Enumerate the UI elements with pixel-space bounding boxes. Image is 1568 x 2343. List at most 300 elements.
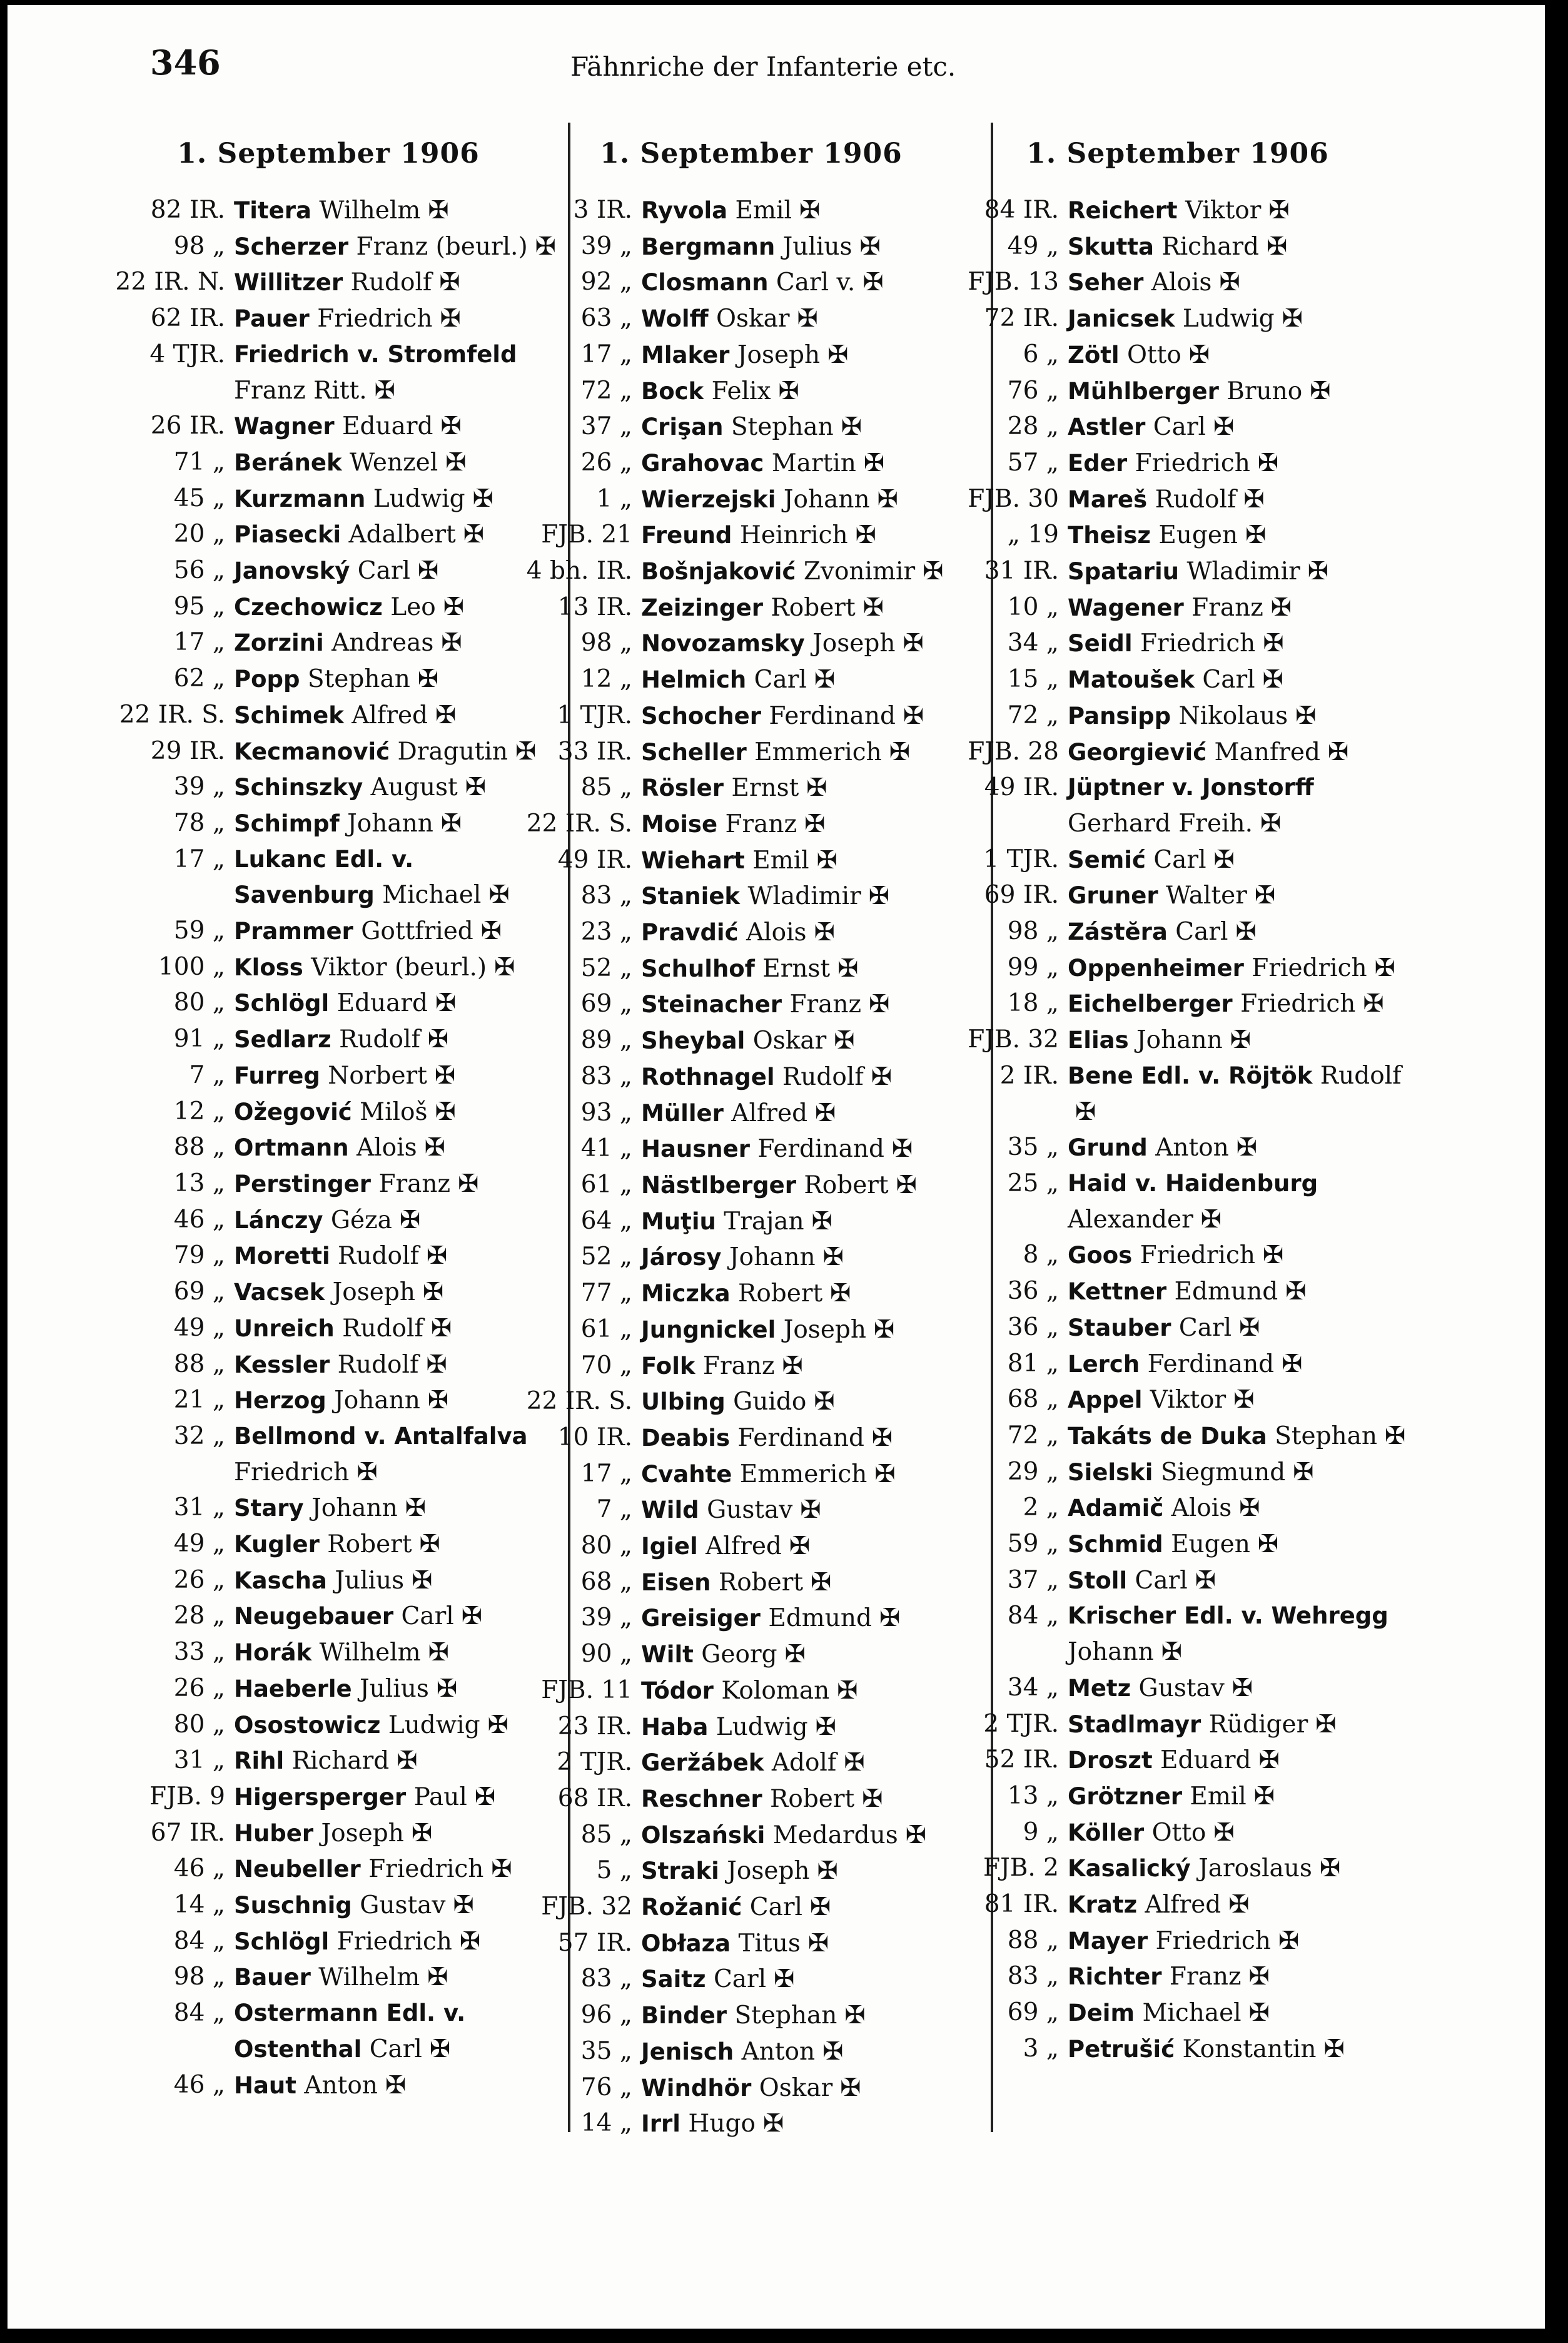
given-name: Rüdiger (1208, 1710, 1308, 1739)
officer-name (632, 1312, 979, 1348)
officer-name (1059, 1022, 1406, 1059)
regiment-label: 29 IR. (150, 736, 225, 765)
surname: Grötzner (1068, 1782, 1182, 1810)
cross-icon: ✠ (811, 1206, 833, 1236)
regiment-label: 22 IR. S. (526, 1387, 632, 1416)
cross-icon: ✠ (784, 1640, 806, 1669)
list-item (523, 1781, 979, 1817)
list-item (949, 1923, 1406, 1959)
list-item (100, 337, 557, 409)
officer-name (1059, 265, 1406, 301)
given-name: Bruno (1227, 377, 1303, 405)
surname: Reschner (641, 1785, 762, 1812)
regiment-label: 46 „ (173, 2070, 225, 2099)
list-item (523, 482, 979, 518)
officer-name (1059, 1130, 1406, 1166)
cross-icon: ✠ (399, 1205, 421, 1234)
officer-name (225, 842, 557, 913)
cross-icon: ✠ (491, 1854, 512, 1884)
list-item (949, 1959, 1406, 1995)
regiment-label: 95 „ (173, 592, 225, 621)
officer-name (225, 1311, 557, 1347)
list-item (523, 374, 979, 410)
given-name: Norbert (328, 1061, 427, 1090)
cross-icon: ✠ (397, 1746, 418, 1776)
list-item (100, 1851, 557, 1888)
officer-name (1059, 1815, 1406, 1851)
cross-icon: ✠ (844, 1748, 865, 1777)
officer-name (225, 265, 557, 301)
cross-icon: ✠ (762, 2109, 784, 2138)
officer-name (225, 1924, 557, 1960)
cross-icon: ✠ (799, 196, 821, 225)
surname: Appel (1068, 1386, 1143, 1414)
cross-icon: ✠ (877, 484, 899, 514)
officer-name (225, 229, 557, 265)
surname: Wolff (641, 305, 709, 333)
surname: Prammer (234, 918, 353, 945)
list-item (523, 590, 979, 626)
cross-icon: ✠ (817, 1856, 839, 1886)
given-name: Joseph (737, 340, 821, 369)
list-item (100, 1635, 557, 1671)
regiment-label: 61 „ (580, 1314, 632, 1343)
regiment-label: FJB. 30 (968, 484, 1059, 513)
cross-icon: ✠ (822, 1243, 844, 1272)
list-item (523, 1998, 979, 2034)
given-name: Rudolf (1320, 1061, 1402, 1090)
officer-name (1059, 1418, 1406, 1455)
given-name: Alfred (1145, 1891, 1222, 1919)
given-name: Adolf (771, 1749, 837, 1777)
list-item (100, 1022, 557, 1058)
given-name: Stephan (731, 413, 834, 442)
surname: Schulhof (641, 955, 755, 982)
given-name: Nikolaus (1178, 701, 1288, 730)
surname: Schimpf (234, 810, 340, 837)
regiment-label: 69 IR. (984, 881, 1059, 910)
regiment-label: 64 „ (580, 1206, 632, 1235)
cross-icon: ✠ (806, 773, 827, 803)
given-name: Johann (1136, 1026, 1223, 1055)
surname: Closmann (641, 269, 769, 297)
cross-icon: ✠ (923, 557, 944, 586)
surname: Kugler (234, 1531, 320, 1558)
surname: Saitz (641, 1966, 706, 1993)
cross-icon: ✠ (896, 1170, 918, 1199)
cross-icon: ✠ (434, 1060, 456, 1090)
column-heading: 1. September 1906 (1026, 138, 1329, 170)
given-name: Friedrich (1140, 1241, 1255, 1270)
officer-name (225, 1527, 557, 1563)
list-item (949, 1887, 1406, 1923)
officer-name (632, 409, 979, 445)
surname: Igiel (641, 1533, 698, 1560)
surname: Kasalický (1068, 1855, 1191, 1883)
surname: Schinszky (234, 774, 363, 801)
given-name: Ferdinand (737, 1423, 864, 1452)
regiment-label: 83 „ (580, 1964, 632, 1993)
officer-name (632, 1889, 979, 1926)
given-name: Edmund (1174, 1278, 1278, 1306)
surname: Sedlarz (234, 1026, 331, 1054)
list-item (523, 193, 979, 229)
list-item (523, 1239, 979, 1276)
surname: Wiehart (641, 846, 745, 874)
column-1 (100, 138, 557, 2103)
list-item (100, 517, 557, 553)
given-name: Franz (702, 1351, 775, 1380)
given-name: Alfred (731, 1099, 808, 1127)
list-item (949, 1598, 1406, 1670)
surname: Kurzmann (234, 485, 366, 512)
given-name: Friedrich (1252, 953, 1367, 982)
officer-name (632, 1023, 979, 1059)
surname: Haeberle (234, 1675, 352, 1702)
surname: Titera (234, 197, 311, 224)
surname: Piasecki (234, 521, 341, 549)
regiment-label: 41 „ (580, 1134, 632, 1163)
given-name: Ludwig (373, 484, 465, 513)
cross-icon: ✠ (815, 1098, 836, 1127)
list-item (100, 1671, 557, 1707)
surname: Adamič (1068, 1495, 1164, 1522)
regiment-label: 49 „ (173, 1530, 225, 1558)
officer-name (632, 662, 979, 698)
regiment-label: FJB. 28 (968, 737, 1059, 766)
officer-name (1059, 1598, 1406, 1670)
list-item (100, 698, 557, 734)
officer-name (632, 1709, 979, 1746)
given-name: Leo (390, 592, 436, 621)
officer-name (1059, 445, 1406, 482)
surname: Kloss (234, 953, 303, 981)
given-name: Gottfried (361, 917, 473, 946)
list-item (100, 985, 557, 1022)
regiment-label: 26 „ (580, 448, 632, 477)
cross-icon: ✠ (1232, 1673, 1253, 1702)
list-item (523, 1817, 979, 1854)
officer-name (1059, 1851, 1406, 1887)
surname: Goos (1068, 1242, 1133, 1269)
given-name: Viktor (beurl.) (311, 953, 487, 982)
list-item (100, 1347, 557, 1383)
list-item (100, 734, 557, 770)
entry-list (949, 193, 1406, 2068)
regiment-label: 13 „ (1007, 1781, 1059, 1810)
list-item (949, 626, 1406, 662)
regiment-label: 18 „ (1007, 989, 1059, 1018)
regiment-label: 81 „ (1007, 1349, 1059, 1378)
given-name: Otto (1151, 1818, 1206, 1847)
document-page (8, 5, 1545, 2329)
surname: Lerch (1068, 1350, 1140, 1378)
officer-name (1059, 1707, 1406, 1743)
officer-name (225, 913, 557, 950)
cross-icon: ✠ (1260, 808, 1282, 838)
given-name: Robert (737, 1279, 823, 1308)
given-name: Rudolf (782, 1062, 864, 1091)
cross-icon: ✠ (428, 1638, 450, 1667)
given-name: Joseph (783, 1315, 866, 1344)
officer-name (1059, 1455, 1406, 1491)
regiment-label: 67 IR. (150, 1818, 225, 1847)
given-name: Wilhelm (318, 1963, 420, 1992)
given-name: Alois (1171, 1494, 1232, 1523)
list-item (949, 1995, 1406, 2031)
regiment-label: 69 „ (173, 1278, 225, 1306)
officer-name (225, 1490, 557, 1527)
list-item (100, 1130, 557, 1166)
surname: Haut (234, 2071, 296, 2099)
surname: Mayer (1068, 1927, 1148, 1954)
cross-icon: ✠ (426, 1241, 448, 1271)
cross-icon: ✠ (800, 1495, 821, 1525)
officer-name (1059, 1382, 1406, 1418)
officer-name (632, 1926, 979, 1962)
officer-name (1059, 770, 1406, 841)
regiment-label: 39 „ (173, 773, 225, 801)
given-name: Robert (804, 1171, 889, 1199)
officer-name (1059, 1742, 1406, 1779)
cross-icon: ✠ (487, 1710, 509, 1739)
officer-name (632, 590, 979, 626)
cross-icon: ✠ (443, 592, 465, 621)
officer-name (632, 806, 979, 843)
list-item (523, 301, 979, 337)
officer-name (1059, 337, 1406, 374)
list-item (949, 590, 1406, 626)
regiment-label: 88 „ (173, 1133, 225, 1162)
regiment-label: 72 „ (580, 376, 632, 405)
regiment-label: 26 „ (173, 1565, 225, 1594)
given-name: Anton (741, 2037, 816, 2066)
surname: Scheller (641, 738, 747, 766)
surname: Schlögl (234, 1928, 330, 1955)
column-heading: 1. September 1906 (600, 138, 903, 170)
officer-name (225, 1166, 557, 1202)
given-name: Medardus (772, 1821, 898, 1849)
given-name: Géza (330, 1206, 392, 1234)
given-name: Carl (401, 1602, 454, 1631)
cross-icon: ✠ (435, 1097, 457, 1126)
cross-icon: ✠ (1200, 1204, 1222, 1234)
given-name: Edmund (768, 1604, 872, 1633)
surname: Cvahte (641, 1460, 732, 1488)
officer-name (1059, 1959, 1406, 1995)
given-name: Konstantin (1182, 2035, 1317, 2063)
regiment-label: 84 „ (173, 1999, 225, 2028)
given-name: Stephan (734, 2001, 837, 2030)
cross-icon: ✠ (1219, 268, 1240, 297)
officer-name (632, 1420, 979, 1456)
officer-name (1059, 734, 1406, 771)
officer-name (1059, 229, 1406, 265)
cross-icon: ✠ (903, 701, 924, 730)
cross-icon: ✠ (418, 556, 439, 586)
surname: Zötl (1068, 341, 1120, 368)
regiment-label: 57 „ (1007, 448, 1059, 477)
given-name: Viktor (1185, 196, 1262, 225)
cross-icon: ✠ (419, 1530, 441, 1559)
given-name: Wilhelm (319, 1639, 421, 1667)
officer-name (632, 337, 979, 374)
regiment-label: 79 „ (173, 1241, 225, 1270)
given-name: Emmerich (754, 738, 882, 766)
regiment-label: 2 IR. (999, 1061, 1059, 1090)
list-item (100, 1563, 557, 1599)
cross-icon: ✠ (1248, 1962, 1270, 1991)
regiment-label: 88 „ (1007, 1926, 1059, 1954)
regiment-label: 77 „ (580, 1279, 632, 1308)
list-item (523, 1709, 979, 1746)
regiment-label: 15 „ (1007, 665, 1059, 694)
list-item (949, 337, 1406, 374)
list-item (523, 1673, 979, 1709)
given-name: Joseph (321, 1819, 404, 1847)
surname: Lukanc Edl. v. Savenburg (234, 845, 414, 909)
surname: Folk (641, 1352, 695, 1380)
given-name: Alexander (1068, 1205, 1193, 1234)
cross-icon: ✠ (435, 700, 457, 729)
regiment-label: 59 „ (173, 917, 225, 945)
surname: Rothnagel (641, 1063, 775, 1090)
officer-name (225, 1419, 557, 1490)
regiment-label: 25 „ (1007, 1169, 1059, 1197)
regiment-label: 63 „ (580, 304, 632, 333)
given-name: Alfred (706, 1532, 782, 1561)
list-item (523, 1167, 979, 1204)
cross-icon: ✠ (535, 231, 557, 261)
surname: Janicsek (1068, 305, 1175, 333)
officer-name (632, 1131, 979, 1167)
given-name: Gustav (360, 1891, 446, 1920)
surname: Eder (1068, 449, 1128, 477)
given-name: Eugen (1158, 521, 1238, 550)
regiment-label: 1 „ (596, 484, 632, 513)
regiment-label: 96 „ (580, 2001, 632, 2030)
surname: Schmid (1068, 1531, 1163, 1558)
officer-name (1059, 1670, 1406, 1707)
given-name: Anton (304, 2071, 378, 2100)
regiment-label: 3 „ (1023, 2034, 1059, 2063)
list-item (100, 1490, 557, 1527)
regiment-label: FJB. 32 (541, 1893, 632, 1921)
officer-name (632, 915, 979, 951)
surname: Jungnickel (641, 1316, 776, 1343)
surname: Janovský (234, 557, 350, 585)
list-item (523, 337, 979, 374)
regiment-label: 36 „ (1007, 1277, 1059, 1306)
officer-name (1059, 626, 1406, 662)
cross-icon: ✠ (816, 845, 838, 875)
cross-icon: ✠ (515, 736, 537, 766)
surname: Unreich (234, 1314, 335, 1342)
given-name: Franz (378, 1169, 451, 1198)
list-item (949, 229, 1406, 265)
given-name: Wenzel (349, 448, 438, 477)
officer-name (1059, 590, 1406, 626)
officer-name (632, 445, 979, 482)
list-item (100, 1743, 557, 1779)
officer-name (632, 2106, 979, 2142)
regiment-label: FJB. 13 (968, 268, 1059, 297)
regiment-label: 62 IR. (150, 304, 225, 333)
surname: Seher (1068, 269, 1144, 297)
officer-name (225, 517, 557, 553)
list-item (100, 301, 557, 337)
list-item (100, 1419, 557, 1490)
surname: Popp (234, 666, 300, 693)
officer-name (225, 806, 557, 842)
officer-name (632, 1817, 979, 1854)
surname: Muţiu (641, 1207, 716, 1235)
officer-name (225, 301, 557, 337)
given-name: Carl (1153, 413, 1206, 442)
regiment-label: 76 „ (1007, 376, 1059, 405)
regiment-label: 7 „ (189, 1060, 225, 1089)
list-item (949, 409, 1406, 445)
surname: Petrušić (1068, 2035, 1175, 2063)
regiment-label: 98 „ (1007, 917, 1059, 946)
officer-name (225, 1094, 557, 1131)
list-item (949, 1851, 1406, 1887)
officer-name (225, 1563, 557, 1599)
list-item (100, 1274, 557, 1311)
given-name: Zvonimir (803, 557, 916, 586)
surname: Wagener (1068, 594, 1184, 621)
cross-icon: ✠ (1161, 1637, 1183, 1667)
list-item (523, 445, 979, 482)
officer-name (225, 1383, 557, 1419)
list-item (100, 229, 557, 265)
officer-name (1059, 1995, 1406, 2031)
given-name: Richard (291, 1747, 390, 1776)
given-name: Viktor (1150, 1386, 1227, 1415)
cross-icon: ✠ (426, 1349, 447, 1379)
regiment-label: 83 „ (1007, 1962, 1059, 1991)
regiment-label: 1 TJR. (983, 845, 1059, 873)
list-item (523, 1131, 979, 1167)
surname: Moretti (234, 1243, 330, 1270)
given-name: Carl (1135, 1566, 1188, 1595)
regiment-label: 36 „ (1007, 1313, 1059, 1341)
regiment-label: 93 „ (580, 1098, 632, 1127)
cross-icon: ✠ (1236, 1133, 1258, 1162)
entry-list (523, 193, 979, 2142)
regiment-label: 82 IR. (150, 196, 225, 224)
given-name: Carl (357, 557, 410, 586)
surname: Suschnig (234, 1892, 352, 1919)
regiment-label: 34 „ (1007, 1673, 1059, 1702)
list-item (523, 2034, 979, 2070)
surname: Kratz (1068, 1891, 1138, 1919)
cross-icon: ✠ (405, 1493, 427, 1523)
officer-name (1059, 1527, 1406, 1563)
cross-icon: ✠ (834, 1026, 855, 1055)
given-name: Rudolf (339, 1025, 420, 1054)
officer-name (1059, 1923, 1406, 1959)
surname: Bošnjaković (641, 558, 796, 586)
officer-name (632, 1276, 979, 1312)
officer-name (1059, 1887, 1406, 1923)
surname: Droszt (1068, 1747, 1153, 1774)
cross-icon: ✠ (474, 1782, 496, 1811)
list-item (100, 1598, 557, 1635)
regiment-label: 12 „ (580, 665, 632, 694)
list-item (523, 1492, 979, 1528)
officer-name (225, 1274, 557, 1311)
